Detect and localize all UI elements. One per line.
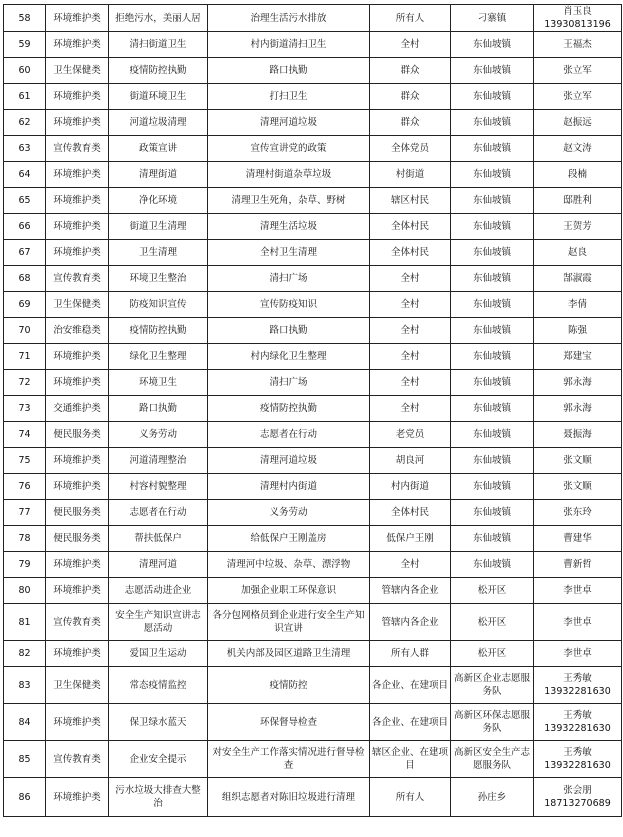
cell-activity: 路口执勤 [109,396,208,422]
cell-target: 群众 [370,84,451,110]
cell-category: 环境维护类 [46,704,109,741]
cell-activity: 志愿者在行动 [109,500,208,526]
cell-location: 东仙坡镇 [451,500,534,526]
cell-location: 东仙坡镇 [451,240,534,266]
cell-content: 清扫广场 [208,266,370,292]
cell-activity: 清理河道 [109,552,208,578]
cell-no: 66 [4,214,46,240]
cell-contact: 段楠 [534,162,622,188]
cell-location: 高新区企业志愿服务队 [451,667,534,704]
cell-content: 清理卫生死角，杂草、野树 [208,188,370,214]
cell-contact: 赵文涛 [534,136,622,162]
cell-no: 63 [4,136,46,162]
table-row [4,396,622,422]
cell-activity: 企业安全提示 [109,741,208,778]
table-row [4,188,622,214]
cell-content: 村内绿化卫生整理 [208,344,370,370]
cell-content: 机关内部及园区道路卫生清理 [208,641,370,667]
cell-target: 低保户王刚 [370,526,451,552]
cell-contact: 曹建华 [534,526,622,552]
cell-contact: 郜淑霞 [534,266,622,292]
cell-contact: 张立军 [534,84,622,110]
cell-no: 82 [4,641,46,667]
cell-category: 环境维护类 [46,552,109,578]
cell-content: 环保督导检查 [208,704,370,741]
cell-activity: 村容村貌整理 [109,474,208,500]
table-row [4,5,622,32]
cell-category: 环境维护类 [46,32,109,58]
cell-contact: 郭永海 [534,370,622,396]
cell-category: 卫生保健类 [46,292,109,318]
cell-content: 路口执勤 [208,58,370,84]
cell-location: 东仙坡镇 [451,136,534,162]
cell-no: 59 [4,32,46,58]
cell-contact: 陈强 [534,318,622,344]
cell-no: 78 [4,526,46,552]
cell-content: 各分包网格员到企业进行安全生产知识宣讲 [208,604,370,641]
cell-contact: 李世卓 [534,604,622,641]
cell-activity: 疫情防控执勤 [109,58,208,84]
cell-target: 群众 [370,58,451,84]
cell-category: 环境维护类 [46,110,109,136]
cell-activity: 环境卫生 [109,370,208,396]
cell-location: 松开区 [451,604,534,641]
cell-no: 69 [4,292,46,318]
table-row [4,474,622,500]
table-row [4,667,622,704]
cell-activity: 街道卫生清理 [109,214,208,240]
cell-target: 村内街道 [370,474,451,500]
cell-activity: 净化环境 [109,188,208,214]
cell-location: 东仙坡镇 [451,162,534,188]
cell-location: 松开区 [451,578,534,604]
cell-no: 81 [4,604,46,641]
cell-target: 村街道 [370,162,451,188]
cell-activity: 污水垃圾大排查大整治 [109,778,208,817]
cell-contact: 王秀敏 13932281630 [534,704,622,741]
table-row [4,84,622,110]
cell-category: 宣传教育类 [46,741,109,778]
cell-content: 清理河道垃圾 [208,110,370,136]
cell-target: 辖区村民 [370,188,451,214]
cell-no: 77 [4,500,46,526]
cell-location: 高新区环保志愿服务队 [451,704,534,741]
cell-activity: 街道环境卫生 [109,84,208,110]
cell-category: 便民服务类 [46,422,109,448]
cell-location: 东仙坡镇 [451,58,534,84]
cell-target: 全村 [370,344,451,370]
cell-no: 83 [4,667,46,704]
cell-location: 东仙坡镇 [451,84,534,110]
cell-activity: 常态疫情监控 [109,667,208,704]
cell-category: 环境维护类 [46,474,109,500]
cell-no: 62 [4,110,46,136]
cell-target: 全村 [370,292,451,318]
cell-location: 东仙坡镇 [451,474,534,500]
cell-content: 村内街道清扫卫生 [208,32,370,58]
cell-content: 宣传防疫知识 [208,292,370,318]
table-row [4,500,622,526]
cell-contact: 王贺芳 [534,214,622,240]
cell-target: 所有人 [370,778,451,817]
cell-target: 管辖内各企业 [370,604,451,641]
table-row [4,422,622,448]
cell-target: 胡良河 [370,448,451,474]
cell-no: 61 [4,84,46,110]
volunteer-activity-table [3,4,622,817]
cell-target: 全体村民 [370,214,451,240]
table-row [4,641,622,667]
cell-category: 便民服务类 [46,526,109,552]
cell-contact: 王秀敏 13932281630 [534,667,622,704]
cell-target: 所有人群 [370,641,451,667]
cell-activity: 河道清理整治 [109,448,208,474]
cell-contact: 张文顺 [534,474,622,500]
table-row [4,552,622,578]
cell-category: 卫生保健类 [46,667,109,704]
cell-target: 群众 [370,110,451,136]
cell-no: 76 [4,474,46,500]
cell-activity: 清扫街道卫生 [109,32,208,58]
table-row [4,704,622,741]
cell-location: 高新区安全生产志愿服务队 [451,741,534,778]
table-row [4,292,622,318]
cell-location: 东仙坡镇 [451,32,534,58]
cell-no: 75 [4,448,46,474]
cell-target: 全村 [370,396,451,422]
cell-activity: 帮扶低保户 [109,526,208,552]
cell-activity: 爱国卫生运动 [109,641,208,667]
cell-content: 疫情防控 [208,667,370,704]
cell-content: 清理村街道杂草垃圾 [208,162,370,188]
cell-content: 组织志愿者对陈旧垃圾进行清理 [208,778,370,817]
cell-activity: 义务劳动 [109,422,208,448]
cell-target: 全村 [370,318,451,344]
cell-activity: 志愿活动进企业 [109,578,208,604]
cell-category: 环境维护类 [46,84,109,110]
cell-activity: 河道垃圾清理 [109,110,208,136]
cell-category: 环境维护类 [46,240,109,266]
cell-content: 疫情防控执勤 [208,396,370,422]
cell-contact: 张东玲 [534,500,622,526]
cell-contact: 王秀敏 13932281630 [534,741,622,778]
table-row [4,136,622,162]
cell-category: 环境维护类 [46,162,109,188]
cell-category: 环境维护类 [46,214,109,240]
cell-content: 打扫卫生 [208,84,370,110]
cell-contact: 肖玉良 13930813196 [534,5,622,32]
cell-location: 东仙坡镇 [451,396,534,422]
cell-activity: 环境卫生整治 [109,266,208,292]
cell-category: 环境维护类 [46,344,109,370]
cell-category: 环境维护类 [46,188,109,214]
cell-contact: 张会朋 18713270689 [534,778,622,817]
table-row [4,266,622,292]
cell-category: 环境维护类 [46,778,109,817]
cell-category: 便民服务类 [46,500,109,526]
cell-no: 79 [4,552,46,578]
cell-activity: 防疫知识宣传 [109,292,208,318]
cell-no: 68 [4,266,46,292]
cell-contact: 张立军 [534,58,622,84]
cell-no: 64 [4,162,46,188]
cell-target: 全村 [370,32,451,58]
cell-activity: 拒绝污水，美丽人居 [109,5,208,32]
cell-location: 东仙坡镇 [451,344,534,370]
table-row [4,318,622,344]
cell-category: 环境维护类 [46,5,109,32]
cell-location: 孙庄乡 [451,778,534,817]
cell-no: 65 [4,188,46,214]
cell-activity: 清理街道 [109,162,208,188]
cell-target: 全村 [370,266,451,292]
cell-contact: 张文顺 [534,448,622,474]
cell-target: 全体村民 [370,500,451,526]
cell-category: 环境维护类 [46,370,109,396]
cell-contact: 邸胜利 [534,188,622,214]
cell-no: 84 [4,704,46,741]
cell-contact: 李世卓 [534,641,622,667]
cell-activity: 政策宣讲 [109,136,208,162]
cell-location: 东仙坡镇 [451,318,534,344]
table-row [4,32,622,58]
cell-content: 加强企业职工环保意识 [208,578,370,604]
cell-location: 东仙坡镇 [451,266,534,292]
cell-location: 松开区 [451,641,534,667]
cell-content: 治理生活污水排放 [208,5,370,32]
cell-content: 清理生活垃圾 [208,214,370,240]
cell-target: 各企业、在建项目 [370,704,451,741]
cell-contact: 赵良 [534,240,622,266]
cell-no: 86 [4,778,46,817]
cell-no: 60 [4,58,46,84]
table-row [4,344,622,370]
cell-no: 71 [4,344,46,370]
cell-no: 72 [4,370,46,396]
cell-contact: 聂振海 [534,422,622,448]
cell-content: 路口执勤 [208,318,370,344]
cell-activity: 绿化卫生整理 [109,344,208,370]
cell-location: 东仙坡镇 [451,110,534,136]
cell-contact: 李世卓 [534,578,622,604]
cell-no: 73 [4,396,46,422]
cell-location: 东仙坡镇 [451,448,534,474]
cell-category: 宣传教育类 [46,136,109,162]
table-row [4,162,622,188]
cell-category: 宣传教育类 [46,266,109,292]
table-row [4,448,622,474]
cell-no: 85 [4,741,46,778]
cell-content: 清理村内街道 [208,474,370,500]
cell-content: 清理河中垃圾、杂草、漂浮物 [208,552,370,578]
cell-content: 给低保户王刚盖房 [208,526,370,552]
cell-category: 环境维护类 [46,641,109,667]
cell-category: 环境维护类 [46,448,109,474]
cell-content: 宣传宣讲党的政策 [208,136,370,162]
cell-location: 东仙坡镇 [451,188,534,214]
cell-contact: 李倩 [534,292,622,318]
cell-content: 义务劳动 [208,500,370,526]
cell-target: 所有人 [370,5,451,32]
cell-category: 环境维护类 [46,578,109,604]
cell-location: 东仙坡镇 [451,526,534,552]
cell-content: 清扫广场 [208,370,370,396]
table-row [4,604,622,641]
cell-content: 清理河道垃圾 [208,448,370,474]
table-body [4,5,622,817]
cell-target: 全村 [370,370,451,396]
cell-target: 各企业、在建项目 [370,667,451,704]
table-row [4,370,622,396]
cell-no: 74 [4,422,46,448]
cell-target: 全体村民 [370,240,451,266]
cell-no: 58 [4,5,46,32]
cell-no: 67 [4,240,46,266]
cell-category: 治安维稳类 [46,318,109,344]
table-row [4,526,622,552]
cell-target: 辖区企业、在建项目 [370,741,451,778]
table-row [4,778,622,817]
cell-contact: 赵振远 [534,110,622,136]
cell-category: 交通维护类 [46,396,109,422]
cell-target: 管辖内各企业 [370,578,451,604]
cell-contact: 曹新哲 [534,552,622,578]
cell-activity: 保卫绿水蓝天 [109,704,208,741]
cell-category: 卫生保健类 [46,58,109,84]
cell-location: 刁寨镇 [451,5,534,32]
cell-location: 东仙坡镇 [451,422,534,448]
cell-location: 东仙坡镇 [451,370,534,396]
cell-no: 70 [4,318,46,344]
table-row [4,58,622,84]
cell-no: 80 [4,578,46,604]
cell-location: 东仙坡镇 [451,292,534,318]
cell-target: 全体党员 [370,136,451,162]
table-row [4,110,622,136]
cell-content: 全村卫生清理 [208,240,370,266]
cell-activity: 疫情防控执勤 [109,318,208,344]
table-row [4,578,622,604]
table-row [4,240,622,266]
cell-location: 东仙坡镇 [451,214,534,240]
cell-content: 志愿者在行动 [208,422,370,448]
cell-target: 老党员 [370,422,451,448]
cell-contact: 郭永海 [534,396,622,422]
cell-content: 对安全生产工作落实情况进行督导检查 [208,741,370,778]
cell-category: 宣传教育类 [46,604,109,641]
cell-contact: 王福杰 [534,32,622,58]
cell-activity: 卫生清理 [109,240,208,266]
cell-target: 全村 [370,552,451,578]
cell-location: 东仙坡镇 [451,552,534,578]
cell-contact: 郑建宝 [534,344,622,370]
cell-activity: 安全生产知识宣讲志愿活动 [109,604,208,641]
table-row [4,214,622,240]
table-row [4,741,622,778]
